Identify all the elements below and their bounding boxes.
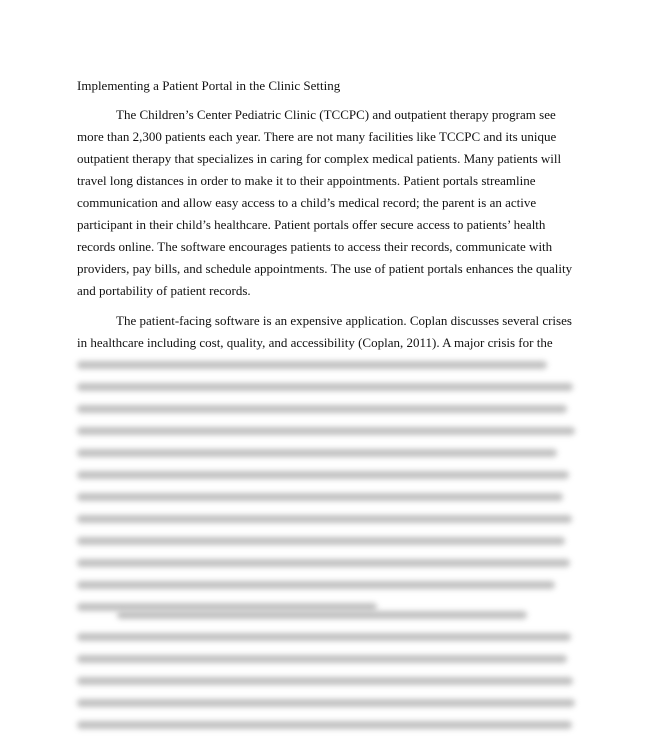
- blurred-text-block-1: [77, 361, 577, 625]
- blurred-line: [77, 603, 377, 611]
- paragraph-line: outpatient therapy that specializes in caring for complex medical patients. Many patients will: [77, 151, 562, 166]
- blurred-line: [77, 537, 565, 545]
- paragraph-line: more than 2,300 patients each year. There are not many facilities like TCCPC and its unique: [77, 129, 557, 144]
- paragraph-line: in healthcare including cost, quality, and accessibility (Coplan, 2011). A major crisis for the: [77, 335, 553, 350]
- blurred-line: [117, 611, 527, 619]
- blurred-line: [77, 361, 547, 369]
- blurred-text-block-2: [77, 611, 577, 743]
- blurred-line: [77, 699, 575, 707]
- document-title: Implementing a Patient Portal in the Clinic Setting: [77, 78, 341, 93]
- paragraph-line: providers, pay bills, and schedule appointments. The use of patient portals enhances the quality: [77, 261, 573, 276]
- paragraph-2: [77, 310, 577, 354]
- paragraph-1: [77, 104, 577, 302]
- blurred-line: [77, 515, 572, 523]
- blurred-line: [77, 405, 567, 413]
- paragraph-line: participant in their child’s healthcare. Patient portals offer secure access to patients’ health: [77, 217, 546, 232]
- paragraph-line: records online. The software encourages patients to access their records, communicate with: [77, 239, 553, 254]
- blurred-line: [77, 581, 555, 589]
- blurred-line: [77, 721, 572, 729]
- blurred-line: [77, 493, 563, 501]
- blurred-line: [77, 677, 573, 685]
- paragraph-line: communication and allow easy access to a child’s medical record; the parent is an active: [77, 195, 537, 210]
- blurred-line: [77, 633, 571, 641]
- blurred-line: [77, 559, 570, 567]
- blurred-line: [77, 655, 567, 663]
- blurred-line: [77, 449, 557, 457]
- paragraph-line: travel long distances in order to make it to their appointments. Patient portals streamline: [77, 173, 536, 188]
- blurred-line: [77, 383, 573, 391]
- blurred-line: [77, 471, 569, 479]
- paragraph-line: The patient-facing software is an expensive application. Coplan discusses several crises: [116, 313, 572, 328]
- paragraph-line: and portability of patient records.: [77, 283, 251, 298]
- blurred-line: [77, 427, 575, 435]
- paragraph-line: The Children’s Center Pediatric Clinic (TCCPC) and outpatient therapy program see: [116, 107, 556, 122]
